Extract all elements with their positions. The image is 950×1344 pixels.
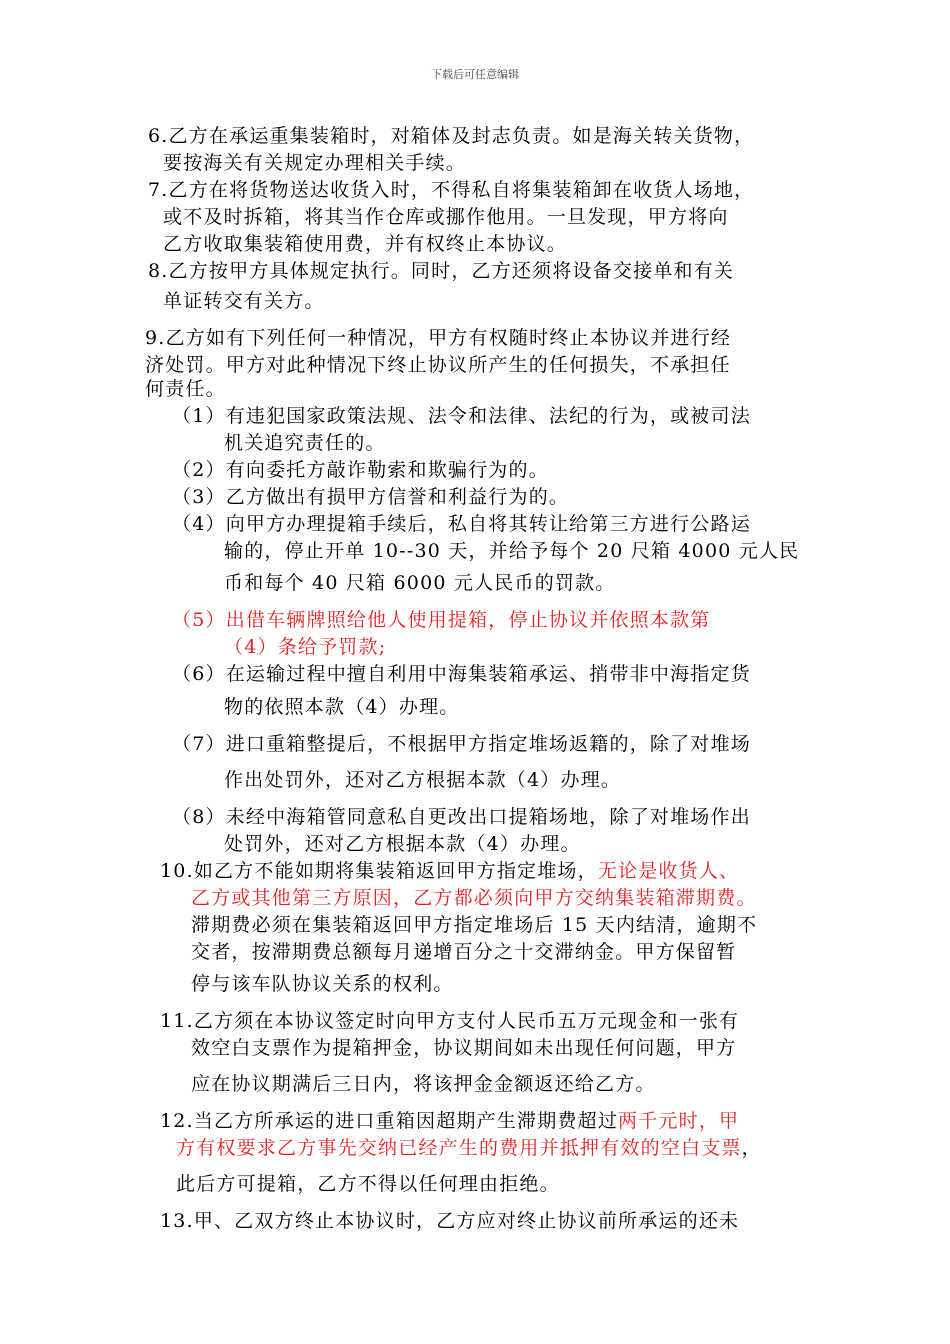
text-line bbox=[163, 289, 325, 313]
text-run: 效空白支票作为提箱押金，协议期间如未出现任何问题，甲方 bbox=[191, 1037, 737, 1059]
text-line bbox=[224, 635, 386, 659]
text-run: 处罚外，还对乙方根据本款（4）办理。 bbox=[224, 833, 581, 855]
text-line bbox=[191, 1036, 736, 1060]
text-run: 要按海关有关规定办理相关手续。 bbox=[163, 152, 467, 174]
text-run: 7.乙方在将货物送达收货入时，不得私自将集装箱卸在收货人场地， bbox=[148, 179, 755, 201]
text-line bbox=[224, 431, 386, 455]
text-line bbox=[160, 1009, 739, 1033]
text-line bbox=[172, 458, 549, 482]
text-run: 物的依照本款（4）办理。 bbox=[224, 696, 460, 718]
text-line bbox=[172, 608, 711, 632]
text-run: 机关追究责任的。 bbox=[224, 432, 386, 454]
highlighted-text: 乙方或其他第三方原因，乙方都必须向甲方交纳集装箱滞期费。 bbox=[191, 887, 757, 909]
highlighted-text: 两千元时，甲 bbox=[618, 1110, 740, 1132]
text-line bbox=[160, 1209, 739, 1233]
highlighted-text: （5）出借车辆牌照给他人使用提箱，停止协议并依照本款第 bbox=[172, 609, 711, 631]
text-line bbox=[160, 859, 739, 883]
text-line bbox=[148, 124, 754, 148]
text-run: 13.甲、乙双方终止本协议时，乙方应对终止协议前所承运的还未 bbox=[160, 1210, 740, 1232]
text-run: 单证转交有关方。 bbox=[163, 290, 325, 312]
text-run: 滞期费必须在集装箱返回甲方指定堆场后 15 天内结清，逾期不 bbox=[191, 914, 758, 936]
text-run: 11.乙方须在本协议签定时向甲方支付人民币五万元现金和一张有 bbox=[160, 1010, 740, 1032]
text-line bbox=[172, 732, 751, 756]
text-line bbox=[224, 832, 581, 856]
highlighted-text: （4）条给予罚款; bbox=[224, 636, 387, 658]
text-run: （8）未经中海箱管同意私自更改出口提箱场地，除了对堆场作出 bbox=[172, 806, 751, 828]
text-run: 此后方可提箱，乙方不得以任何理由拒绝。 bbox=[176, 1173, 560, 1195]
text-line bbox=[224, 539, 799, 563]
text-line bbox=[148, 259, 734, 283]
text-line bbox=[172, 662, 751, 686]
text-run: 交者，按滞期费总额每月递增百分之十交滞纳金。甲方保留暂 bbox=[191, 941, 737, 963]
highlighted-text: 无论是收货人、 bbox=[597, 860, 740, 882]
text-run: 12.当乙方所承运的进口重箱因超期产生滞期费超过 bbox=[160, 1110, 619, 1132]
text-run: ， bbox=[741, 1137, 762, 1159]
text-run: 乙方收取集装箱使用费，并有权终止本协议。 bbox=[163, 233, 568, 255]
text-run: （1）有违犯国家政策法规、法令和法律、法纪的行为，或被司法 bbox=[172, 405, 751, 427]
text-line bbox=[224, 695, 460, 719]
text-run: 10.如乙方不能如期将集装箱返回甲方指定堆场， bbox=[160, 860, 598, 882]
text-run: （6）在运输过程中擅自利用中海集装箱承运、捎带非中海指定货 bbox=[172, 663, 751, 685]
highlighted-text: 方有权要求乙方事先交纳已经产生的费用并抵押有效的空白支票 bbox=[176, 1137, 742, 1159]
text-line bbox=[224, 571, 616, 595]
text-line bbox=[172, 805, 751, 829]
text-line bbox=[163, 151, 466, 175]
text-run: （3）乙方做出有损甲方信誉和利益行为的。 bbox=[172, 486, 570, 508]
text-line bbox=[191, 1072, 656, 1096]
text-run: 输的，停止开单 10--30 天，并给予每个 20 尺箱 4000 元人民 bbox=[224, 540, 800, 562]
text-line bbox=[145, 353, 731, 377]
text-line bbox=[176, 1172, 560, 1196]
text-line bbox=[191, 972, 454, 996]
text-run: （7）进口重箱整提后，不根据甲方指定堆场返籍的，除了对堆场 bbox=[172, 733, 751, 755]
text-line bbox=[191, 940, 736, 964]
text-run: （4）向甲方办理提箱手续后，私自将其转让给第三方进行公路运 bbox=[172, 513, 751, 535]
text-run: 应在协议期满后三日内，将该押金金额返还给乙方。 bbox=[191, 1073, 656, 1095]
text-run: 币和每个 40 尺箱 6000 元人民币的罚款。 bbox=[224, 572, 616, 594]
text-line bbox=[172, 404, 751, 428]
text-run: 停与该车队协议关系的权利。 bbox=[191, 973, 454, 995]
text-line bbox=[160, 1109, 739, 1133]
text-line bbox=[191, 913, 757, 937]
text-run: （2）有向委托方敲诈勒索和欺骗行为的。 bbox=[172, 459, 549, 481]
text-run: 6.乙方在承运重集装箱时，对箱体及封志负责。如是海关转关货物， bbox=[148, 125, 755, 147]
text-line bbox=[163, 205, 729, 229]
text-run: 8.乙方按甲方具体规定执行。同时，乙方还须将设备交接单和有关 bbox=[148, 260, 735, 282]
text-line bbox=[224, 768, 621, 792]
text-line bbox=[191, 886, 757, 910]
text-run: 或不及时拆箱，将其当作仓库或挪作他用。一旦发现，甲方将向 bbox=[163, 206, 729, 228]
text-line bbox=[163, 232, 567, 256]
text-line bbox=[176, 1136, 762, 1160]
text-run: 何责任。 bbox=[145, 378, 226, 400]
text-run: 济处罚。甲方对此种情况下终止协议所产生的任何损失，不承担任 bbox=[145, 354, 731, 376]
text-line bbox=[145, 326, 731, 350]
text-run: 9.乙方如有下列任何一种情况，甲方有权随时终止本协议并进行经 bbox=[145, 327, 732, 349]
text-run: 作出处罚外，还对乙方根据本款（4）办理。 bbox=[224, 769, 622, 791]
text-line bbox=[148, 178, 754, 202]
page-header: 下载后可任意编辑 bbox=[431, 68, 519, 81]
text-line bbox=[145, 377, 226, 401]
text-line bbox=[172, 512, 751, 536]
text-line bbox=[172, 485, 569, 509]
